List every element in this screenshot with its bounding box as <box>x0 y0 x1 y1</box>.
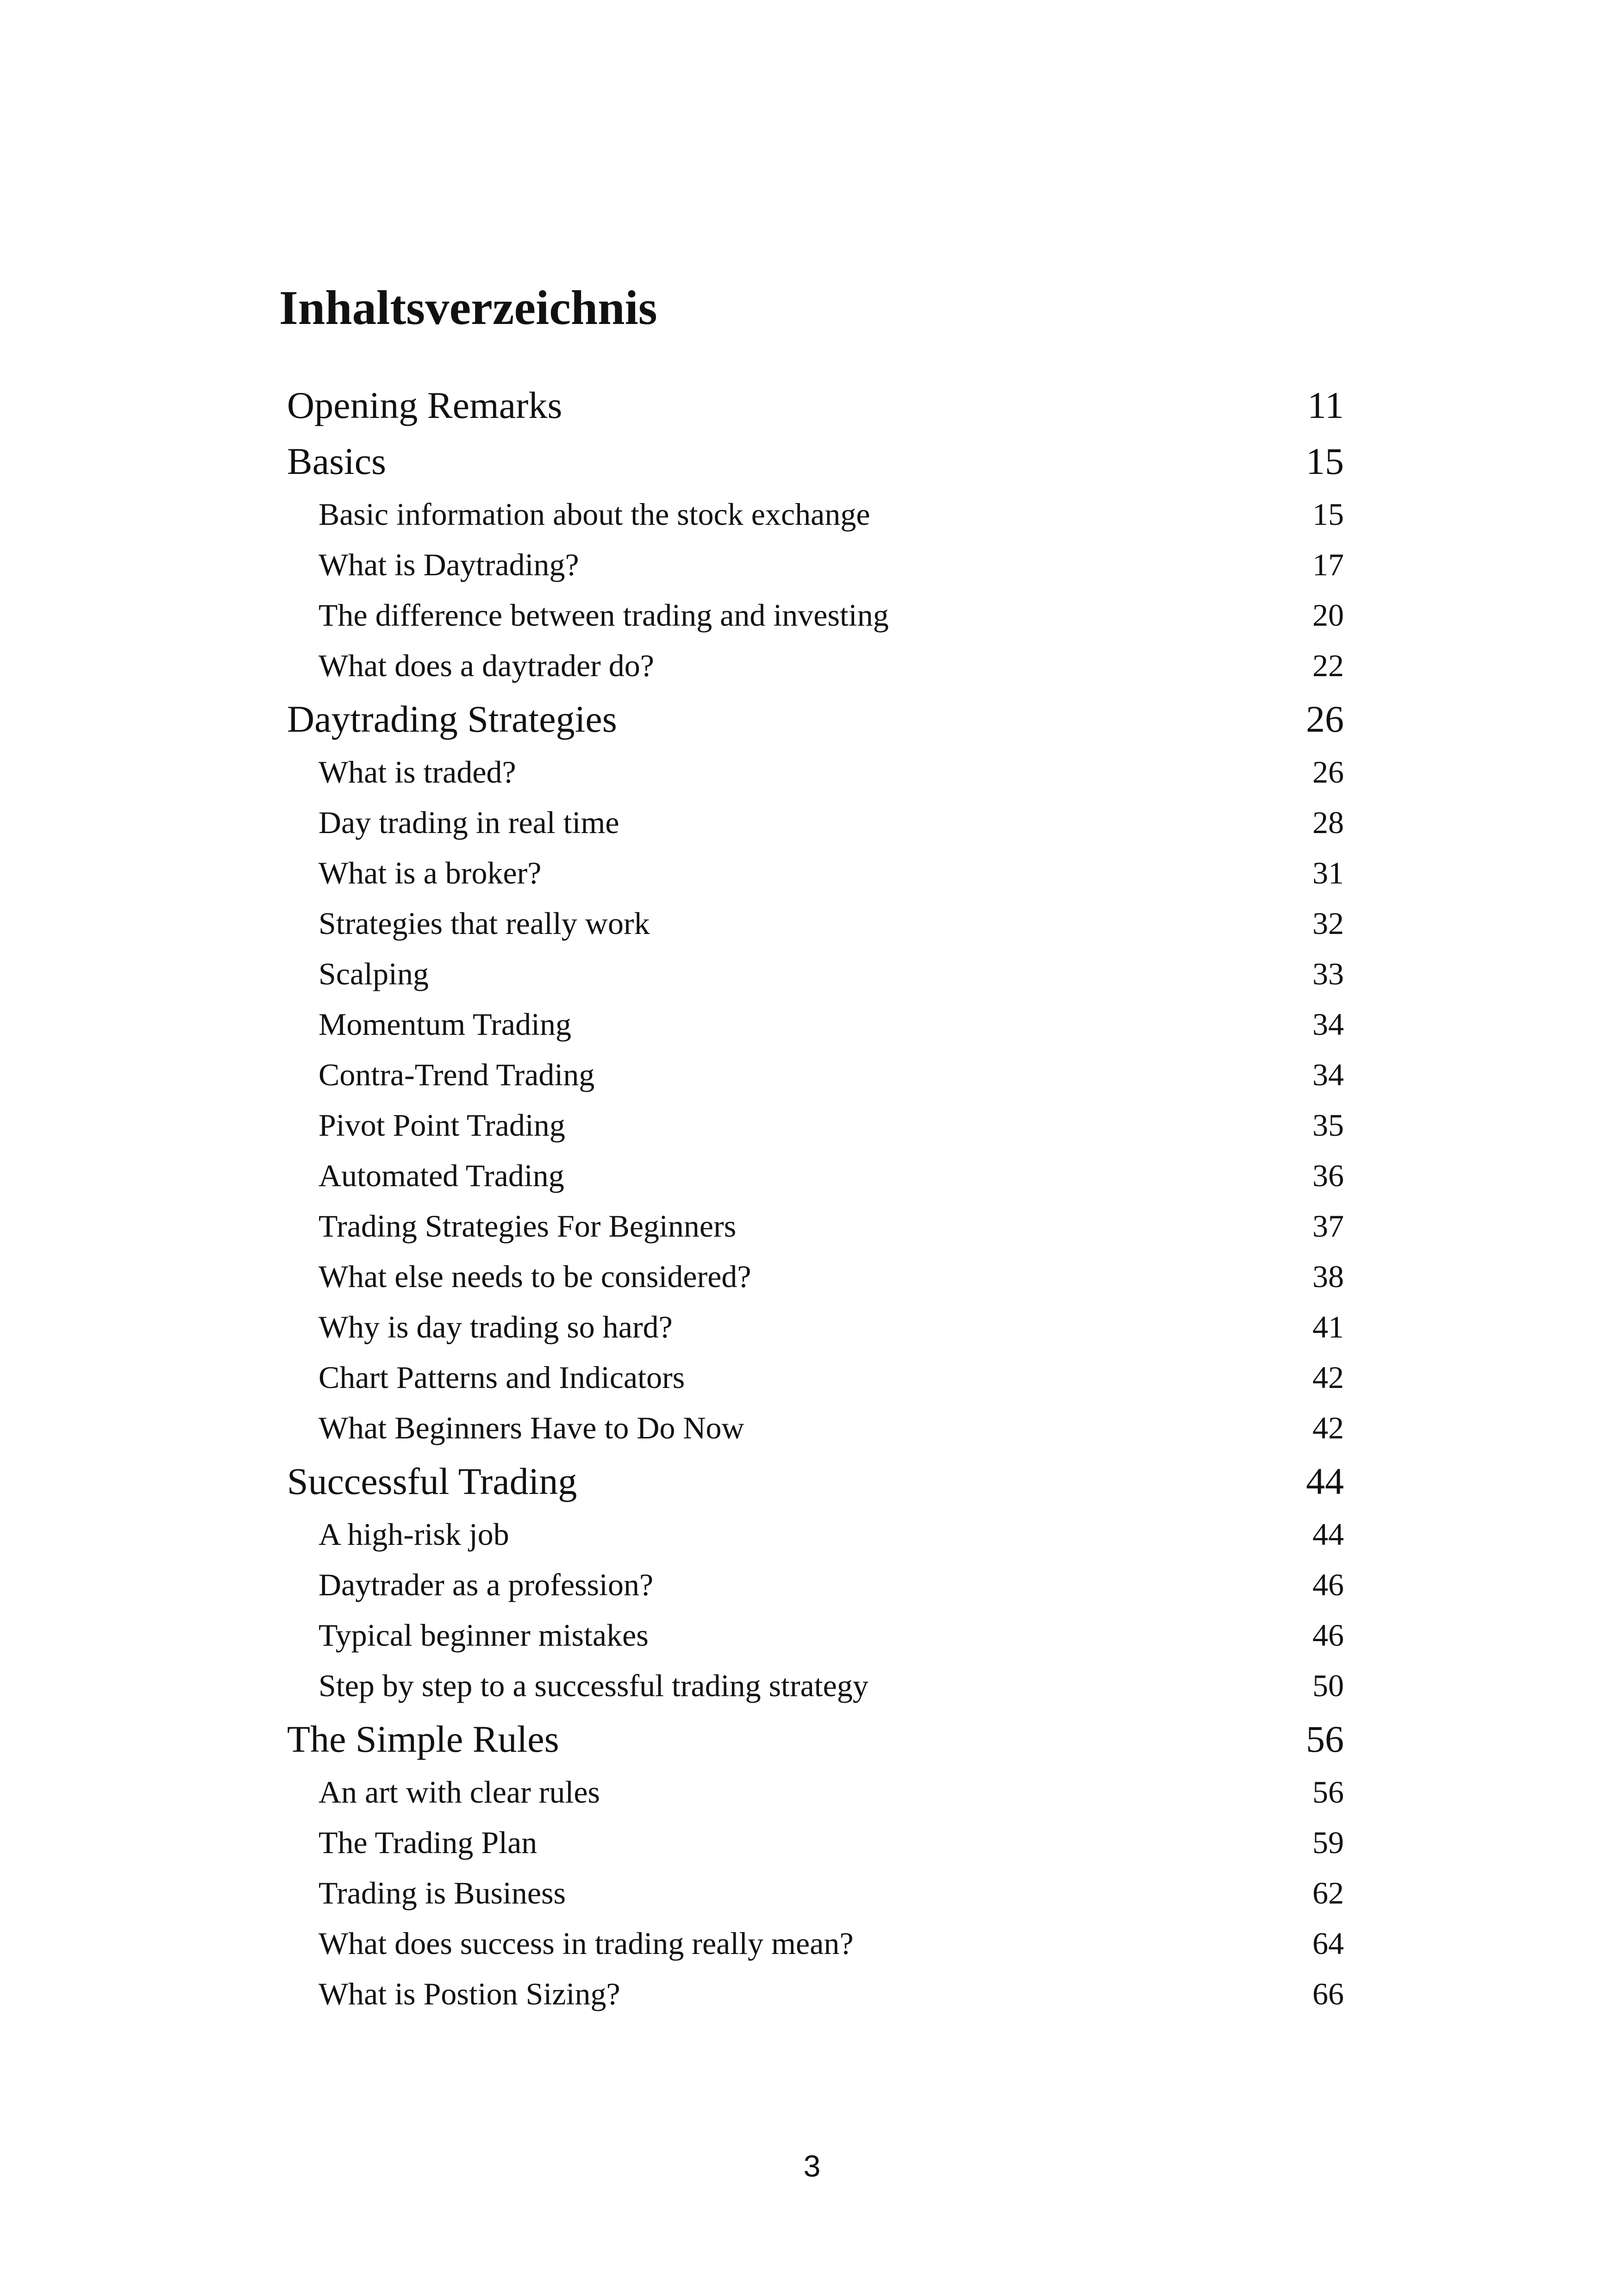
toc-section-entry[interactable] <box>287 1610 1344 1661</box>
toc-section-entry[interactable] <box>287 747 1344 797</box>
toc-entry-title: What is Postion Sizing? <box>319 1976 620 2011</box>
toc-entry-title: What Beginners Have to Do Now <box>319 1410 744 1445</box>
toc-entry-page-number: 36 <box>1312 1158 1344 1193</box>
toc-chapter-entry[interactable] <box>287 377 1344 433</box>
toc-entry-page-number: 56 <box>1312 1774 1344 1810</box>
toc-entry-title: Typical beginner mistakes <box>319 1618 649 1653</box>
toc-section-entry[interactable] <box>287 540 1344 590</box>
toc-entry-page-number: 31 <box>1312 855 1344 890</box>
toc-chapter-entry[interactable] <box>287 433 1344 489</box>
toc-section-entry[interactable] <box>287 1100 1344 1151</box>
toc-section-entry[interactable] <box>287 1767 1344 1817</box>
toc-entry-title: Opening Remarks <box>287 384 562 426</box>
toc-entry-title: The Simple Rules <box>287 1718 559 1760</box>
toc-entry-page-number: 59 <box>1312 1825 1344 1860</box>
toc-entry-page-number: 22 <box>1312 648 1344 683</box>
toc-entry-page-number: 50 <box>1312 1668 1344 1703</box>
toc-entry-title: What is traded? <box>319 754 516 790</box>
toc-entry-page-number: 44 <box>1312 1517 1344 1552</box>
toc-entry-page-number: 17 <box>1312 547 1344 582</box>
toc-chapter-entry[interactable] <box>287 1453 1344 1509</box>
toc-entry-title: Scalping <box>319 956 429 991</box>
toc-entry-page-number: 41 <box>1312 1309 1344 1344</box>
toc-entry-title: What does success in trading really mean? <box>319 1926 854 1961</box>
table-of-contents <box>287 377 1344 2019</box>
toc-section-entry[interactable] <box>287 1918 1344 1969</box>
toc-section-entry[interactable] <box>287 1302 1344 1352</box>
toc-section-entry[interactable] <box>287 1868 1344 1918</box>
toc-entry-title: The difference between trading and investing <box>319 597 889 633</box>
toc-entry-page-number: 32 <box>1312 906 1344 941</box>
toc-entry-title: The Trading Plan <box>319 1825 537 1860</box>
toc-entry-title: Contra-Trend Trading <box>319 1057 595 1092</box>
toc-section-entry[interactable] <box>287 949 1344 999</box>
page-number: 3 <box>803 2149 821 2183</box>
toc-section-entry[interactable] <box>287 641 1344 691</box>
toc-section-entry[interactable] <box>287 1661 1344 1711</box>
toc-section-entry[interactable] <box>287 1352 1344 1403</box>
toc-entry-title: Day trading in real time <box>319 805 619 840</box>
toc-entry-title: Trading Strategies For Beginners <box>319 1208 737 1244</box>
toc-entry-page-number: 11 <box>1307 384 1344 426</box>
toc-chapter-entry[interactable] <box>287 691 1344 747</box>
toc-entry-title: What is a broker? <box>319 855 542 890</box>
toc-section-entry[interactable] <box>287 1817 1344 1868</box>
toc-section-entry[interactable] <box>287 1251 1344 1302</box>
toc-entry-title: What is Daytrading? <box>319 547 579 582</box>
toc-section-entry[interactable] <box>287 1151 1344 1201</box>
toc-chapter-entry[interactable] <box>287 1711 1344 1767</box>
toc-entry-page-number: 62 <box>1312 1875 1344 1910</box>
toc-entry-title: Trading is Business <box>319 1875 566 1910</box>
toc-entry-page-number: 46 <box>1312 1567 1344 1602</box>
toc-entry-title: Automated Trading <box>319 1158 564 1193</box>
toc-entry-title: Basic information about the stock exchange <box>319 497 870 532</box>
toc-section-entry[interactable] <box>287 848 1344 898</box>
toc-entry-title: Why is day trading so hard? <box>319 1309 673 1344</box>
toc-entry-page-number: 37 <box>1312 1208 1344 1244</box>
toc-section-entry[interactable] <box>287 1201 1344 1251</box>
toc-entry-page-number: 28 <box>1312 805 1344 840</box>
toc-section-entry[interactable] <box>287 1403 1344 1453</box>
toc-entry-page-number: 26 <box>1312 754 1344 790</box>
toc-section-entry[interactable] <box>287 1509 1344 1560</box>
toc-entry-page-number: 64 <box>1312 1926 1344 1961</box>
toc-entry-title: Pivot Point Trading <box>319 1108 565 1143</box>
toc-entry-page-number: 15 <box>1306 440 1344 482</box>
toc-entry-page-number: 35 <box>1312 1108 1344 1143</box>
toc-entry-page-number: 34 <box>1312 1007 1344 1042</box>
toc-entry-title: What does a daytrader do? <box>319 648 654 683</box>
toc-entry-title: Daytrader as a profession? <box>319 1567 654 1602</box>
page-title: Inhaltsverzeichnis <box>279 280 657 335</box>
toc-entry-page-number: 38 <box>1312 1259 1344 1294</box>
toc-section-entry[interactable] <box>287 1050 1344 1100</box>
toc-entry-page-number: 56 <box>1306 1718 1344 1760</box>
toc-entry-title: What else needs to be considered? <box>319 1259 751 1294</box>
toc-entry-page-number: 20 <box>1312 597 1344 633</box>
toc-entry-title: Daytrading Strategies <box>287 698 617 740</box>
toc-entry-page-number: 26 <box>1306 698 1344 740</box>
toc-entry-title: Strategies that really work <box>319 906 650 941</box>
toc-entry-title: An art with clear rules <box>319 1774 600 1810</box>
toc-entry-page-number: 66 <box>1312 1976 1344 2011</box>
toc-section-entry[interactable] <box>287 590 1344 641</box>
toc-section-entry[interactable] <box>287 489 1344 540</box>
toc-section-entry[interactable] <box>287 797 1344 848</box>
toc-entry-title: Step by step to a successful trading strategy <box>319 1668 868 1703</box>
toc-entry-title: Basics <box>287 440 387 482</box>
toc-entry-title: Chart Patterns and Indicators <box>319 1360 685 1395</box>
toc-section-entry[interactable] <box>287 1560 1344 1610</box>
toc-entry-page-number: 33 <box>1312 956 1344 991</box>
toc-entry-page-number: 46 <box>1312 1618 1344 1653</box>
toc-entry-page-number: 44 <box>1306 1460 1344 1502</box>
toc-section-entry[interactable] <box>287 999 1344 1050</box>
toc-entry-page-number: 15 <box>1312 497 1344 532</box>
toc-entry-page-number: 42 <box>1312 1410 1344 1445</box>
toc-section-entry[interactable] <box>287 898 1344 949</box>
toc-entry-page-number: 42 <box>1312 1360 1344 1395</box>
toc-entry-page-number: 34 <box>1312 1057 1344 1092</box>
toc-entry-title: Momentum Trading <box>319 1007 571 1042</box>
toc-entry-title: Successful Trading <box>287 1460 577 1502</box>
toc-section-entry[interactable] <box>287 1969 1344 2019</box>
toc-entry-title: A high-risk job <box>319 1517 509 1552</box>
